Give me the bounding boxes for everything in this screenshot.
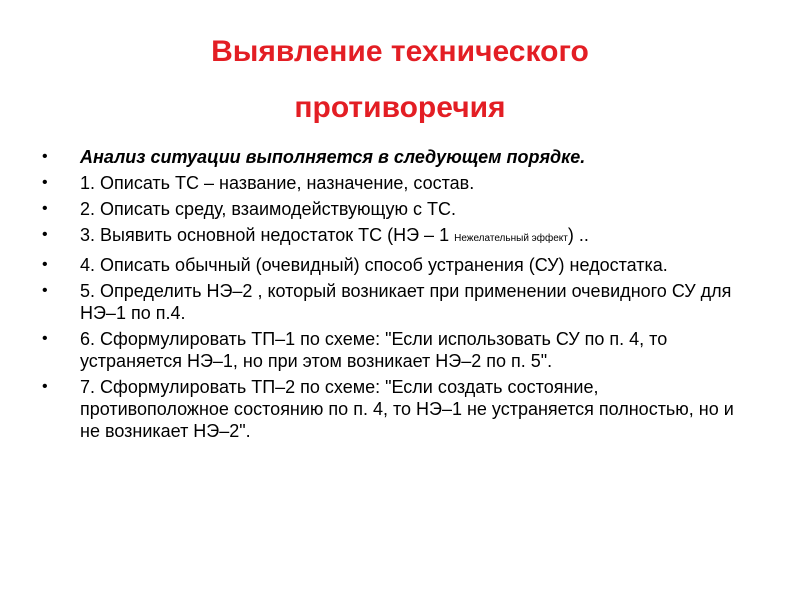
bullet-text: 5. Определить НЭ–2 , который возникает при применении очевидного СУ для НЭ–1 по п.4. <box>80 281 732 323</box>
bullet-icon: • <box>42 148 48 165</box>
bullet-icon: • <box>42 282 48 299</box>
bullet-text: 1. Описать ТС – название, назначение, состав. <box>80 173 475 193</box>
bullet-item-7 <box>42 376 742 442</box>
bullet-icon: • <box>42 378 48 395</box>
bullet-text: Анализ ситуации выполняется в следующем порядке. <box>80 147 586 167</box>
slide-title-line-1: Выявление технического <box>211 35 589 68</box>
bullet-item-intro <box>42 146 742 168</box>
bullet-list <box>42 146 742 446</box>
bullet-text: 2. Описать среду, взаимодействующую с ТС. <box>80 199 457 219</box>
bullet-icon: • <box>42 330 48 347</box>
bullet-icon: • <box>42 200 48 217</box>
bullet-text-small: Нежелательный эффект <box>454 233 568 244</box>
slide-title-line-2: противоречия <box>294 91 506 124</box>
bullet-item-6 <box>42 328 742 372</box>
slide-title <box>0 24 800 136</box>
bullet-item-3 <box>42 224 742 250</box>
bullet-text: 4. Описать обычный (очевидный) способ устранения (СУ) недостатка. <box>80 255 668 275</box>
bullet-item-4 <box>42 254 742 276</box>
bullet-text: 7. Сформулировать ТП–2 по схеме: "Если создать состояние, противоположное состоянию по п. 4, то НЭ–1 не устраняется полностью, но и не возникает НЭ–2". <box>80 377 734 441</box>
bullet-text: 6. Сформулировать ТП–1 по схеме: "Если использовать СУ по п. 4, то устраняется НЭ–1, но при этом возникает НЭ–2 по п. 5". <box>80 329 668 371</box>
bullet-text-main: 3. Выявить основной недостаток ТС (НЭ – 1 <box>80 225 455 245</box>
bullet-icon: • <box>42 256 48 273</box>
bullet-text-tail: ) .. <box>567 225 589 245</box>
bullet-icon: • <box>42 174 48 191</box>
bullet-item-1 <box>42 172 742 194</box>
bullet-item-2 <box>42 198 742 220</box>
bullet-icon: • <box>42 226 48 243</box>
bullet-item-5 <box>42 280 742 324</box>
